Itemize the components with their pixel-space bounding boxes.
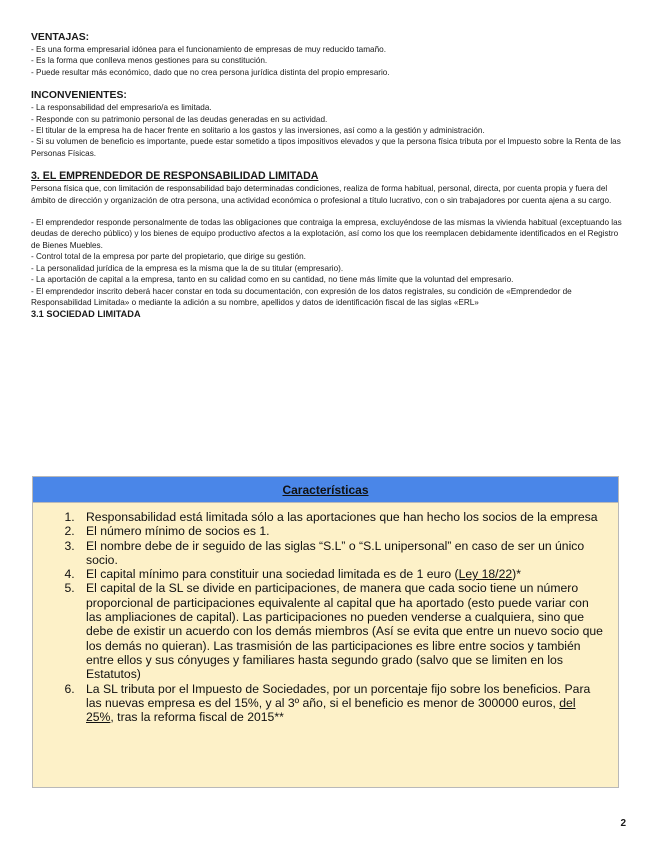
ley-18-22-link[interactable]: Ley 18/22 bbox=[458, 567, 513, 582]
ventajas-item: - Es la forma que conlleva menos gestiones para su constitución. bbox=[31, 56, 268, 66]
ventajas-item: - Es una forma empresarial idónea para el funcionamiento de empresas de muy reducido tamaño. bbox=[31, 45, 386, 54]
del-25-link[interactable]: del 25% bbox=[86, 695, 576, 725]
list-item: 3. El nombre debe de ir seguido de las siglas “S.L” o “S.L unipersonal” en caso de ser un único socio. bbox=[78, 539, 604, 568]
list-item bbox=[78, 567, 604, 581]
section-3-item: - Control total de la empresa por parte del propietario, que dirige su gestión. bbox=[31, 252, 306, 262]
item-text: La SL tributa por el Impuesto de Sociedades, por un porcentaje fijo sobre los beneficios. Para las nuevas empresa es del 15%, y al 3º año, si el beneficio es menor de 300000 euros, bbox=[86, 681, 591, 710]
item-text: El capital mínimo para constituir una sociedad limitada es de 1 euro ( bbox=[86, 567, 459, 582]
table-header bbox=[33, 477, 618, 503]
list-item bbox=[78, 682, 604, 725]
inconvenientes-heading: INCONVENIENTES: bbox=[31, 90, 127, 102]
inconvenientes-item: - Si su volumen de beneficio es importante, puede estar sometido a tipos impositivos elevados y que la persona física tributa por el Impuesto sobre la Renta de las Personas Físicas. bbox=[31, 137, 621, 158]
item-text: , tras la reforma fiscal de 2015** bbox=[110, 710, 284, 725]
document-body bbox=[31, 31, 627, 320]
inconvenientes-item: - Responde con su patrimonio personal de las deudas generadas en su actividad. bbox=[31, 114, 328, 124]
list-item: 1. Responsabilidad está limitada sólo a las aportaciones que han hecho los socios de la empresa bbox=[78, 510, 604, 524]
list-item: 5. El capital de la SL se divide en participaciones, de manera que cada socio tiene un número proporcional de participaciones equivalente al capital que ha aportado (esto puede variar con las ampliaciones de capital). Las participaciones no pueden venderse a cualquiera, sino que debe de existir un acuerdo con los demás miembros (Así se evita que entre un nuevo socio que los demás no quieran). Las trasmisión de las participaciones es libre entre socios y también entre ellos y sus cónyuges y familiares hasta segundo grado (salvo que se limiten en los Estatutos) bbox=[78, 581, 604, 681]
inconvenientes-item: - El titular de la empresa ha de hacer frente en solitario a los gastos y las inversiones, así como a la gestión y administración. bbox=[31, 126, 485, 136]
caracteristicas-table bbox=[32, 476, 619, 788]
section-3-item: - La personalidad jurídica de la empresa es la misma que la de su titular (empresario). bbox=[31, 263, 344, 273]
ventajas-item: - Puede resultar más económico, dado que no crea persona jurídica distinta del propio empresario. bbox=[31, 67, 390, 77]
inconvenientes-item: - La responsabilidad del empresario/a es limitada. bbox=[31, 103, 212, 113]
item-text: )* bbox=[512, 567, 521, 582]
section-3-item: - La aportación de capital a la empresa, tanto en su calidad como en su cantidad, no tiene más límite que la voluntad del empresario. bbox=[31, 275, 514, 285]
caracteristicas-list bbox=[33, 510, 618, 724]
section-3-item: - El emprendedor responde personalmente de todas las obligaciones que contraiga la empresa, excluyéndose de las mismas la vivienda habitual (exceptuando las deudas de derecho público) y los bienes de equipo productivo afectos a la explotación, así como los que los reemplacen debidamente identificados en el Registro de Bienes Muebles. bbox=[31, 218, 622, 250]
section-3-1-subheading: 3.1 SOCIEDAD LIMITADA bbox=[31, 309, 141, 320]
list-item: 2. El número mínimo de socios es 1. bbox=[78, 524, 604, 538]
section-3-intro: Persona física que, con limitación de responsabilidad bajo determinadas condiciones, realiza de forma habitual, personal, directa, por cuenta propia y fuera del ámbito de dirección y organización de otra persona, una actividad económica o profesional a título lucrativo, con o sin trabajadores por cuenta ajena a su cargo. bbox=[31, 184, 612, 205]
section-3-item: - El emprendedor inscrito deberá hacer constar en toda su documentación, con expresión de los datos registrales, su condición de «Emprendedor de Responsabilidad Limitada» o mediante la adición a su nombre, apellidos y datos de identificación fiscal de las siglas «ERL» bbox=[31, 286, 572, 307]
table-header-title: Características bbox=[282, 482, 369, 497]
page-number: 2 bbox=[620, 818, 626, 829]
section-3-title: 3. EL EMPRENDEDOR DE RESPONSABILIDAD LIMITADA bbox=[31, 170, 319, 183]
ventajas-heading: VENTAJAS: bbox=[31, 32, 90, 43]
